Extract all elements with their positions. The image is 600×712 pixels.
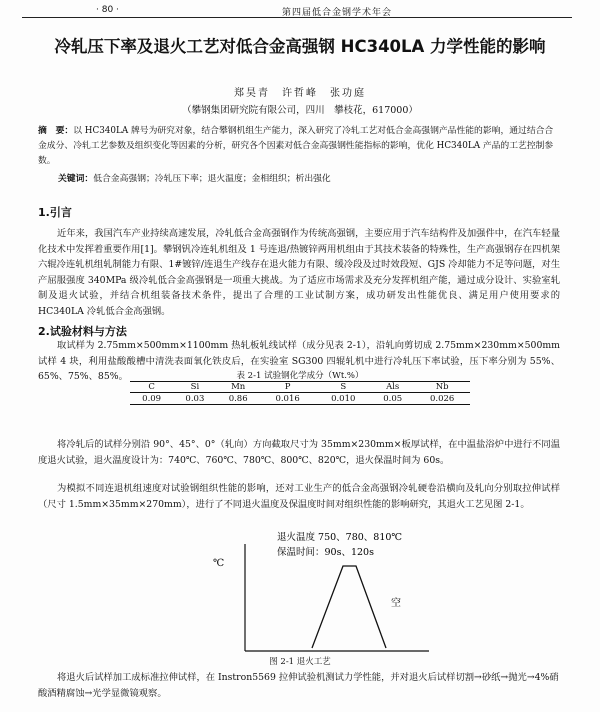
page-number: · 80 ·	[96, 5, 119, 15]
affiliation: （攀钢集团研究院有限公司，四川 攀枝花，617000）	[182, 105, 418, 116]
keywords-label: 关键词：	[58, 174, 94, 184]
table-header-cell: P	[260, 382, 316, 393]
figure-caption: 图 2-1 退火工艺	[269, 657, 331, 667]
abstract-label: 摘 要：	[38, 126, 74, 136]
authors: 郑昊青 许哲峰 张功庭	[234, 88, 366, 99]
keywords-text: 低合金高强钢；冷轧压下率；退火温度；金相组织；析出强化	[93, 174, 331, 184]
table-cell: 0.05	[371, 393, 414, 405]
table-cell: 0.016	[260, 393, 316, 405]
table-cell: 0.010	[315, 393, 371, 405]
section-2-heading: 2.试验材料与方法	[38, 325, 127, 338]
table-header-cell: S	[315, 382, 371, 393]
section-1-heading: 1.引言	[38, 206, 72, 219]
holding-time-label: 保温时间：90s、120s	[277, 547, 374, 558]
table-header-cell: C	[130, 382, 173, 393]
table-cell: 0.026	[414, 393, 470, 405]
table-header-cell: Mn	[217, 382, 260, 393]
table-cell: 0.09	[130, 393, 173, 405]
table-caption: 表 2-1 试验钢化学成分（Wt.%）	[236, 371, 364, 381]
annealing-temperature-label: 退火温度 750、780、810℃	[277, 532, 403, 543]
abstract-text: 以 HC340LA 牌号为研究对象，结合攀钢机组生产能力，深入研究了冷轧工艺对低合金高强钢产品性能的影响，通过结合合金成分、冷轧工艺参数及组织变化等因素的分析，研究各个因素对低合金高强钢性能指标的影响，优化 HC340LA 产品的工艺控制参数。	[38, 126, 554, 166]
table-cell: 0.86	[217, 393, 260, 405]
section-2-paragraph-1: 取试样为 2.75mm×500mm×1100mm 热轧板轧线试样（成分见表 2-1），沿轧向剪切成 2.75mm×230mm×500mm 试样 4 块，利用盐酸酸槽中清洗表面氧化铁皮后，在实验室 SG300 四辊轧机中进行冷轧压下率试验，压下率分别为 55%、65%、75%、85%。	[38, 340, 560, 383]
air-cooling-label: 空	[391, 598, 401, 609]
table-cell: 0.03	[173, 393, 216, 405]
table-header-cell: Nb	[414, 382, 470, 393]
annealing-curve	[312, 566, 386, 648]
section-2-paragraph-3: 为模拟不同连退机组速度对试验钢组织性能的影响，还对工业生产的低合金高强钢冷轧硬卷沿横向及轧向分别取拉伸试样（尺寸 1.5mm×35mm×270mm），进行了不同退火温度及保温度时间对组织性能的影响研究，其退火工艺见图 2-1。	[38, 483, 560, 510]
table-header-cell: Als	[371, 382, 414, 393]
paper-title: 冷轧压下率及退火工艺对低合金高强钢 HC340LA 力学性能的影响	[54, 37, 546, 56]
y-unit-label: ℃	[213, 558, 225, 569]
final-paragraph: 将退火后试样加工成标准拉伸试样，在 Instron5569 拉伸试验机测试力学性能，并对退火后试样切割→砂纸→抛光→4%硝酸酒精腐蚀→光学显微镜观察。	[38, 672, 559, 699]
section-2-paragraph-2: 将冷轧后的试样分别沿 90°、45°、0°（轧向）方向截取尺寸为 35mm×230mm×板厚试样，在中温盐浴炉中进行不同温度退火试验，退火温度设计为：740℃、760℃、780℃、800℃、820℃，退火保温时间为 60s。	[38, 439, 560, 466]
table-header-cell: Si	[173, 382, 216, 393]
conference-name: 第四届低合金钢学术年会	[282, 8, 393, 18]
section-1-paragraph: 近年来，我国汽车产业持续高速发展，冷轧低合金高强钢作为传统高强钢，主要应用于汽车结构件及加强件中，在汽车轻量化技术中发挥着重要作用[1]。攀钢钒冷连轧机组及 1 号连退/热镀锌两用机组由于其技术装备的特殊性，生产高强钢存在四机架六辊冷连轧机组轧制能力有限、1#镀锌/连退生产线存在退火能力有限、缓冷段及过时效段短、GJS 冷却能力不足等问题，对生产屈服强度 340MPa 级冷轧低合金高强钢是一项重大挑战。为了适应市场需求及充分发挥机组产能，通过成分设计、实验室轧制及退火试验，并结合机组装备技术条件，提出了合理的工业试制方案，成功研发出性能优良、满足用户使用要求的 HC340LA 冷轧低合金高强钢。	[38, 228, 560, 317]
